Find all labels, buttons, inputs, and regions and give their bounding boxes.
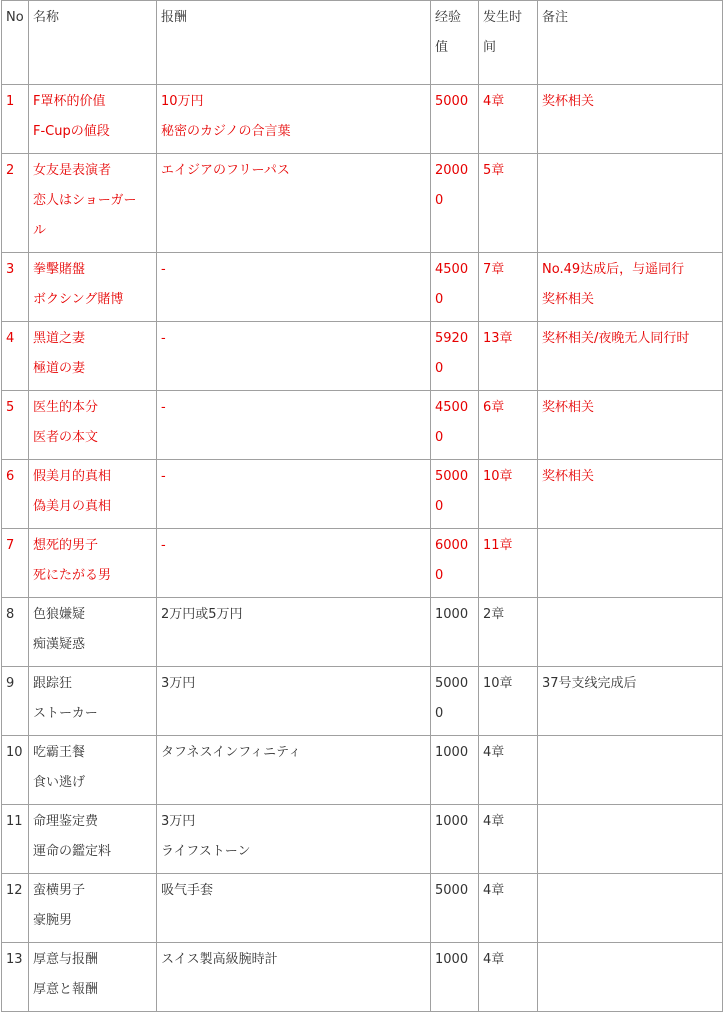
cell-no <box>2 736 29 805</box>
cell-no <box>2 154 29 253</box>
header-name <box>29 1 157 85</box>
cell-note <box>538 598 723 667</box>
cell-no-text: 7 <box>6 538 15 553</box>
cell-chapter-text: 6章 <box>483 400 505 415</box>
cell-reward <box>157 529 431 598</box>
cell-note <box>538 874 723 943</box>
cell-chapter-text: 7章 <box>483 262 505 277</box>
cell-no-text: 3 <box>6 262 15 277</box>
cell-exp-text: 50000 <box>435 676 469 721</box>
cell-exp-text: 5000 <box>435 883 469 898</box>
cell-reward-text: タフネスインフィニティ <box>161 745 302 760</box>
cell-note-text: 奖杯相关 <box>542 400 595 415</box>
table-row <box>2 253 723 322</box>
cell-reward <box>157 460 431 529</box>
cell-name <box>29 322 157 391</box>
cell-name-text: 厚意と報酬 <box>33 982 99 997</box>
table-row <box>2 943 723 1012</box>
cell-reward-text: スイス製高級腕時計 <box>161 952 278 967</box>
cell-note-text: 奖杯相关 <box>542 94 595 109</box>
cell-exp <box>431 391 479 460</box>
cell-exp <box>431 874 479 943</box>
cell-chapter <box>479 322 538 391</box>
cell-name <box>29 805 157 874</box>
cell-name-text: 拳擊賭盤 <box>33 262 86 277</box>
cell-no-text: 1 <box>6 94 15 109</box>
cell-exp-text: 45000 <box>435 262 469 307</box>
cell-no-text: 5 <box>6 400 15 415</box>
cell-reward <box>157 874 431 943</box>
cell-name-text: 偽美月の真相 <box>33 499 112 514</box>
cell-exp <box>431 805 479 874</box>
cell-no <box>2 943 29 1012</box>
cell-no <box>2 667 29 736</box>
cell-note <box>538 460 723 529</box>
cell-exp <box>431 943 479 1012</box>
cell-exp <box>431 460 479 529</box>
cell-chapter-text: 10章 <box>483 676 513 691</box>
cell-name <box>29 874 157 943</box>
cell-no <box>2 460 29 529</box>
cell-name-text: ストーカー <box>33 706 98 721</box>
cell-name-text: 医生的本分 <box>33 400 99 415</box>
cell-chapter <box>479 874 538 943</box>
cell-chapter-text: 13章 <box>483 331 513 346</box>
cell-chapter <box>479 598 538 667</box>
cell-chapter-text: 4章 <box>483 883 505 898</box>
cell-reward-text: - <box>161 538 166 553</box>
cell-name <box>29 391 157 460</box>
cell-chapter <box>479 736 538 805</box>
header-exp-text-1: 经验 <box>435 10 462 25</box>
cell-exp <box>431 598 479 667</box>
cell-no-text: 6 <box>6 469 15 484</box>
cell-exp-text: 1000 <box>435 745 469 760</box>
table-row <box>2 667 723 736</box>
header-note-text: 备注 <box>542 10 569 25</box>
cell-name-text: 食い逃げ <box>33 775 86 790</box>
cell-reward <box>157 322 431 391</box>
cell-name <box>29 85 157 154</box>
cell-chapter <box>479 85 538 154</box>
cell-exp <box>431 253 479 322</box>
cell-name-text: 想死的男子 <box>33 538 99 553</box>
cell-exp-text: 1000 <box>435 814 469 829</box>
table-row <box>2 391 723 460</box>
cell-name-text: 豪腕男 <box>33 913 73 928</box>
cell-no-text: 13 <box>6 952 23 967</box>
cell-reward <box>157 391 431 460</box>
cell-name-text: 黑道之妻 <box>33 331 86 346</box>
cell-name <box>29 154 157 253</box>
cell-reward <box>157 598 431 667</box>
cell-chapter-text: 4章 <box>483 94 505 109</box>
cell-name-text: 運命の鑑定料 <box>33 844 112 859</box>
cell-name-text: 假美月的真相 <box>33 469 112 484</box>
cell-no-text: 2 <box>6 163 15 178</box>
header-reward <box>157 1 431 85</box>
table-row <box>2 598 723 667</box>
cell-reward-text: - <box>161 262 166 277</box>
table-body <box>2 1 723 1012</box>
cell-reward-text: 3万円 <box>161 676 196 691</box>
cell-no-text: 10 <box>6 745 23 760</box>
cell-reward-text: - <box>161 331 166 346</box>
cell-reward <box>157 943 431 1012</box>
cell-note <box>538 154 723 253</box>
header-chapter <box>479 1 538 85</box>
cell-no <box>2 391 29 460</box>
cell-reward <box>157 667 431 736</box>
cell-no <box>2 529 29 598</box>
cell-chapter <box>479 154 538 253</box>
cell-name-text: 痴漢疑惑 <box>33 637 86 652</box>
header-name-text: 名称 <box>33 10 60 25</box>
cell-exp-text: 20000 <box>435 163 469 208</box>
cell-exp <box>431 667 479 736</box>
cell-no <box>2 85 29 154</box>
cell-note <box>538 529 723 598</box>
cell-reward-text: 秘密のカジノの合言葉 <box>161 124 291 139</box>
table-row <box>2 322 723 391</box>
cell-note <box>538 391 723 460</box>
cell-exp-text: 45000 <box>435 400 469 445</box>
cell-exp-text: 50000 <box>435 469 469 514</box>
cell-name <box>29 943 157 1012</box>
cell-reward-text: 3万円 <box>161 814 196 829</box>
substory-table <box>1 0 723 1012</box>
cell-no-text: 9 <box>6 676 15 691</box>
cell-chapter <box>479 943 538 1012</box>
table-row <box>2 529 723 598</box>
cell-note <box>538 736 723 805</box>
cell-reward-text: - <box>161 400 166 415</box>
cell-name-text: 女友是表演者 <box>33 163 112 178</box>
cell-name-text: F罩杯的价值 <box>33 94 106 109</box>
cell-reward <box>157 736 431 805</box>
cell-no <box>2 253 29 322</box>
cell-exp-text: 1000 <box>435 607 469 622</box>
cell-exp <box>431 154 479 253</box>
header-exp-text-2: 值 <box>435 40 449 55</box>
cell-exp <box>431 736 479 805</box>
cell-note <box>538 253 723 322</box>
cell-chapter <box>479 391 538 460</box>
table-row <box>2 736 723 805</box>
cell-name <box>29 667 157 736</box>
cell-no-text: 8 <box>6 607 15 622</box>
cell-name <box>29 460 157 529</box>
cell-name-text: 跟踪狂 <box>33 676 73 691</box>
cell-name-text: 蛮横男子 <box>33 883 86 898</box>
cell-reward-text: 10万円 <box>161 94 204 109</box>
cell-reward <box>157 154 431 253</box>
cell-note-text: 奖杯相关/夜晚无人同行时 <box>542 331 690 346</box>
cell-no <box>2 598 29 667</box>
header-chapter-text-2: 间 <box>483 40 497 55</box>
cell-name-text: 医者の本文 <box>33 430 99 445</box>
cell-note <box>538 805 723 874</box>
cell-no <box>2 322 29 391</box>
cell-chapter-text: 4章 <box>483 745 505 760</box>
cell-note <box>538 322 723 391</box>
cell-exp-text: 5000 <box>435 94 469 109</box>
cell-chapter-text: 11章 <box>483 538 513 553</box>
cell-exp <box>431 529 479 598</box>
cell-chapter-text: 2章 <box>483 607 505 622</box>
cell-reward-text: エイジアのフリーパス <box>161 163 290 178</box>
cell-no-text: 11 <box>6 814 23 829</box>
table-row <box>2 805 723 874</box>
cell-name <box>29 529 157 598</box>
cell-name-text: 命理鉴定费 <box>33 814 99 829</box>
cell-note-text: 奖杯相关 <box>542 469 595 484</box>
table-row <box>2 460 723 529</box>
cell-chapter <box>479 805 538 874</box>
table-row <box>2 154 723 253</box>
cell-no <box>2 874 29 943</box>
cell-chapter <box>479 529 538 598</box>
table-header-row <box>2 1 723 85</box>
header-reward-text: 报酬 <box>161 10 188 25</box>
cell-name <box>29 253 157 322</box>
cell-reward <box>157 805 431 874</box>
table-row <box>2 874 723 943</box>
cell-chapter-text: 4章 <box>483 952 505 967</box>
cell-name-text: 厚意与报酬 <box>33 952 99 967</box>
cell-chapter <box>479 253 538 322</box>
cell-note-text: 奖杯相关 <box>542 292 595 307</box>
cell-exp <box>431 322 479 391</box>
cell-reward-text: ライフストーン <box>161 844 251 859</box>
cell-chapter <box>479 667 538 736</box>
cell-no-text: 4 <box>6 331 15 346</box>
header-chapter-text-1: 发生时 <box>483 10 523 25</box>
cell-exp <box>431 85 479 154</box>
cell-name-text: F-Cupの値段 <box>33 124 110 139</box>
cell-chapter-text: 4章 <box>483 814 505 829</box>
cell-note-text: 37号支线完成后 <box>542 676 637 691</box>
table-row <box>2 85 723 154</box>
cell-reward <box>157 253 431 322</box>
cell-chapter-text: 5章 <box>483 163 505 178</box>
cell-name-text: ボクシング賭博 <box>33 292 124 307</box>
cell-name-text: 色狼嫌疑 <box>33 607 86 622</box>
cell-exp-text: 60000 <box>435 538 469 583</box>
cell-reward <box>157 85 431 154</box>
cell-note-text: No.49达成后，与遥同行 <box>542 262 685 277</box>
cell-name-text: ル <box>33 223 47 238</box>
header-no-text: No <box>6 10 24 25</box>
header-exp <box>431 1 479 85</box>
cell-note <box>538 667 723 736</box>
cell-name-text: 吃霸王餐 <box>33 745 86 760</box>
cell-note <box>538 85 723 154</box>
cell-no <box>2 805 29 874</box>
cell-chapter <box>479 460 538 529</box>
header-no <box>2 1 29 85</box>
cell-name-text: 死にたがる男 <box>33 568 112 583</box>
cell-note <box>538 943 723 1012</box>
header-note <box>538 1 723 85</box>
cell-name <box>29 736 157 805</box>
cell-reward-text: 吸气手套 <box>161 883 214 898</box>
cell-reward-text: - <box>161 469 166 484</box>
cell-chapter-text: 10章 <box>483 469 513 484</box>
cell-reward-text: 2万円或5万円 <box>161 607 243 622</box>
cell-name <box>29 598 157 667</box>
cell-no-text: 12 <box>6 883 23 898</box>
cell-name-text: 極道の妻 <box>33 361 86 376</box>
cell-name-text: 恋人はショーガー <box>33 193 137 208</box>
cell-exp-text: 59200 <box>435 331 469 376</box>
cell-exp-text: 1000 <box>435 952 469 967</box>
